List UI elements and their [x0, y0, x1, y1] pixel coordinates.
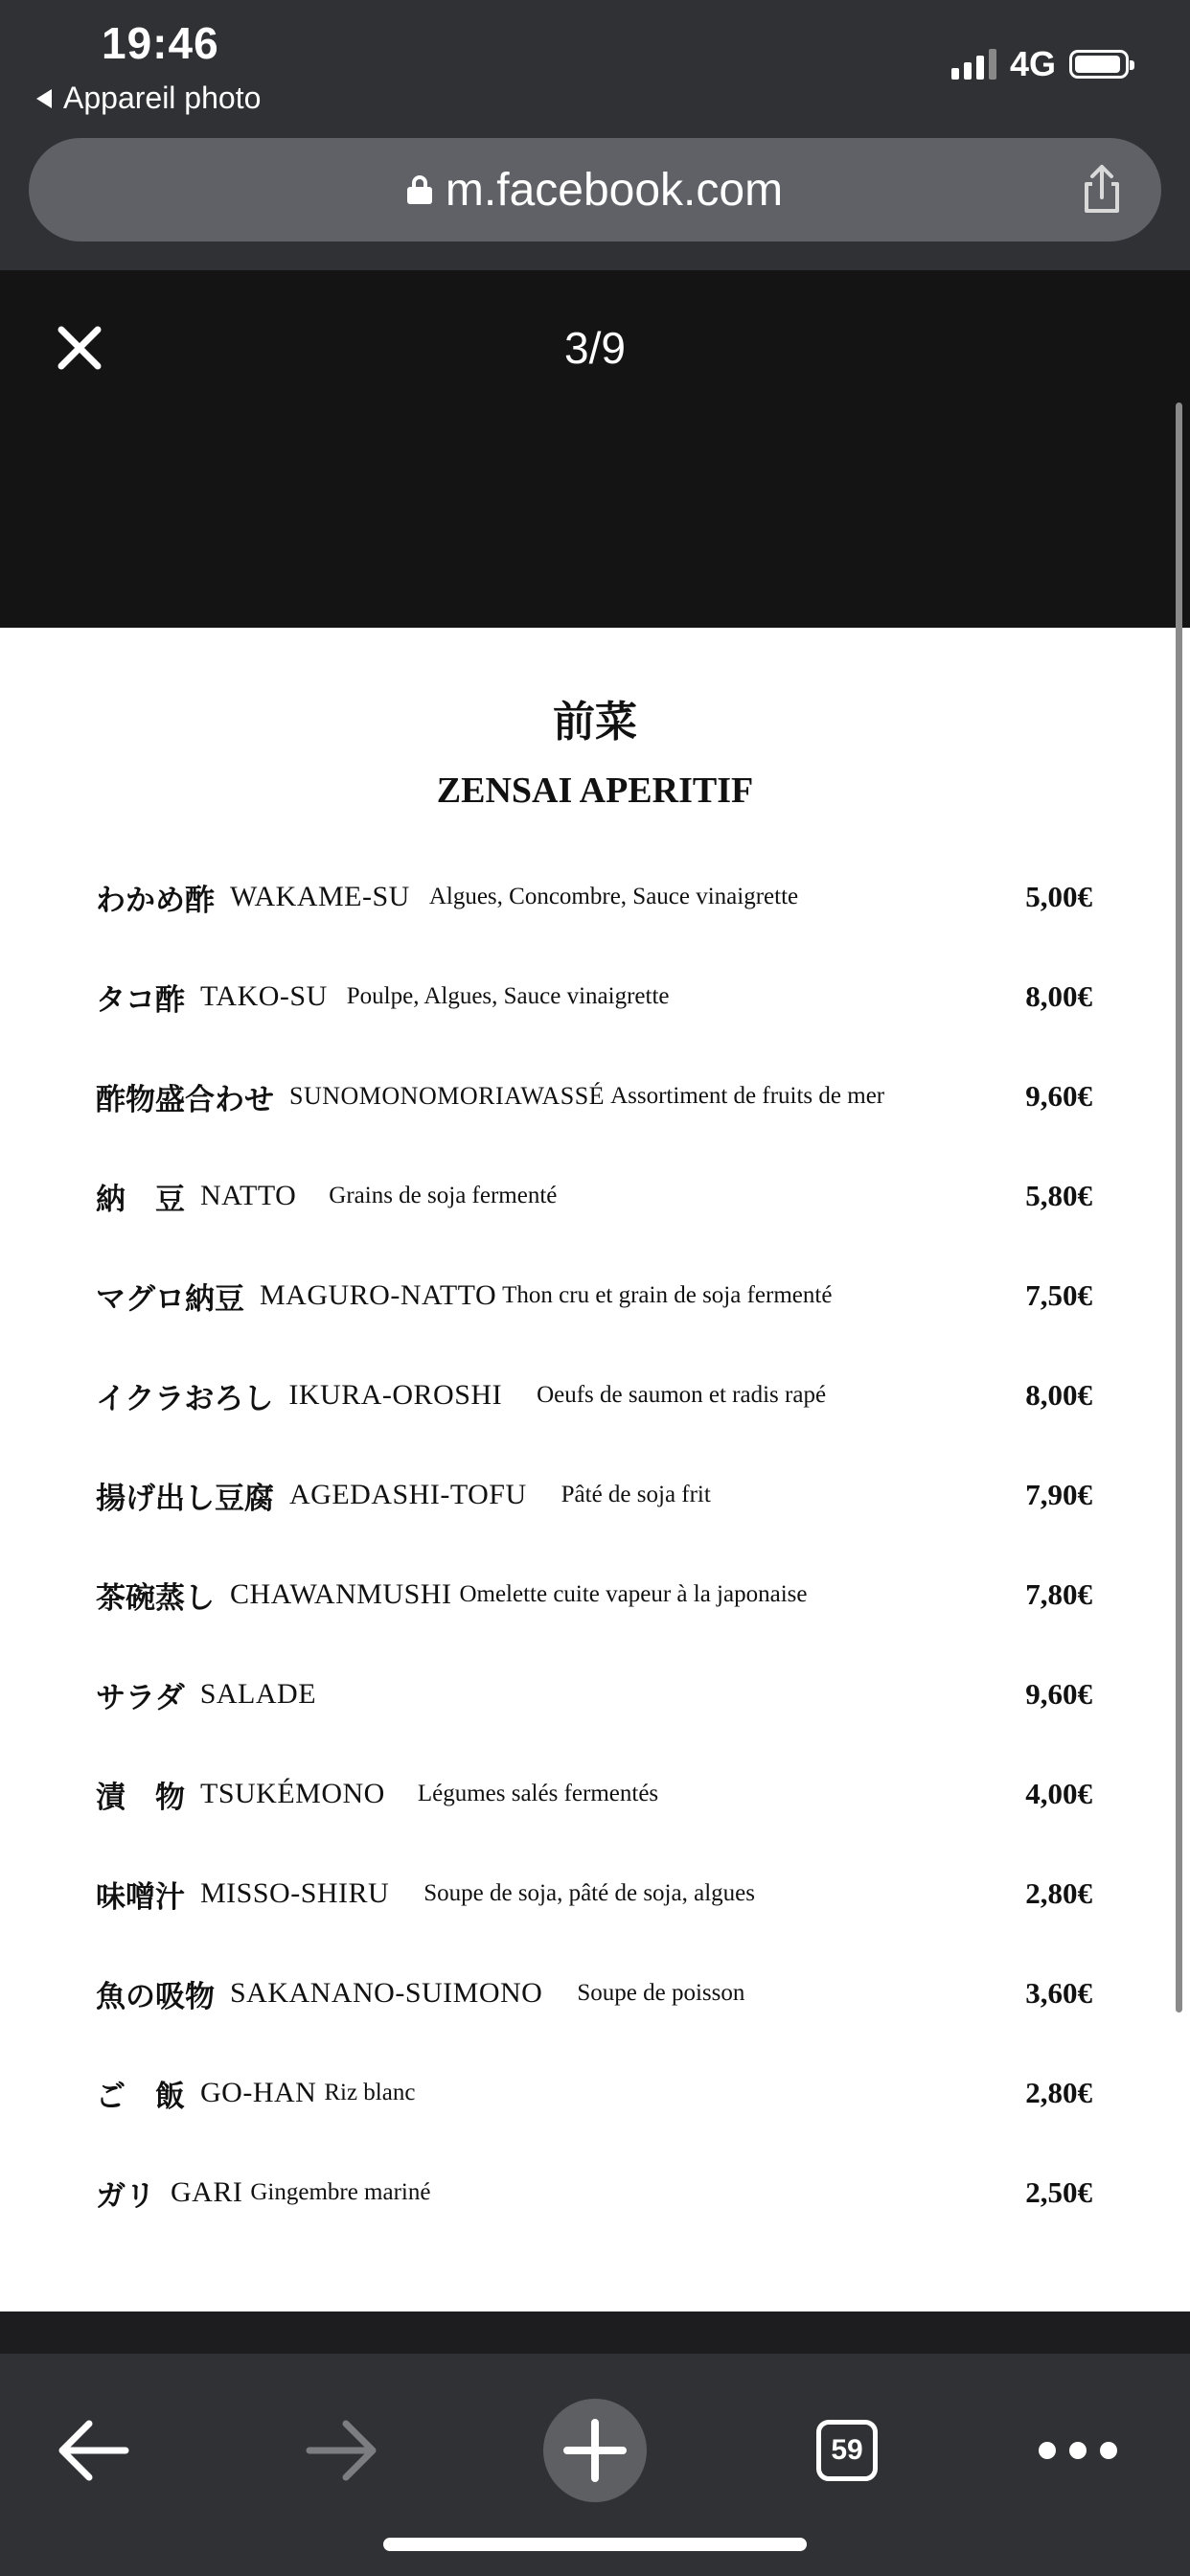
network-type: 4G — [1009, 44, 1056, 83]
menu-item — [96, 2064, 1092, 2122]
back-triangle-icon — [36, 89, 52, 108]
item-name: GARI — [171, 2176, 243, 2208]
item-japanese-name: 味噌汁 — [96, 1879, 185, 1915]
new-tab-button[interactable] — [542, 2398, 648, 2503]
menu-item — [96, 2164, 1092, 2221]
battery-icon — [1069, 50, 1129, 79]
item-description: Soupe de poisson — [577, 1980, 745, 2006]
forward-button[interactable] — [289, 2398, 395, 2503]
signal-strength-icon — [951, 49, 996, 80]
item-name: MISSO-SHIRU — [200, 1877, 390, 1909]
item-name: IKURA-OROSHI — [288, 1379, 503, 1411]
toolbar-divider — [0, 2312, 1190, 2354]
item-price: 7,80€ — [1025, 1577, 1092, 1611]
item-name: TSUKÉMONO — [200, 1778, 385, 1809]
item-description: Assortiment de fruits de mer — [610, 1083, 885, 1109]
item-price: 3,60€ — [1025, 1976, 1092, 2010]
item-japanese-name: マグロ納豆 — [96, 1281, 244, 1317]
item-name: NATTO — [200, 1180, 297, 1211]
menu-photo[interactable] — [0, 628, 1190, 2312]
item-description: Poulpe, Algues, Sauce vinaigrette — [346, 983, 670, 1009]
item-japanese-name: 揚げ出し豆腐 — [96, 1481, 274, 1516]
item-description: Riz blanc — [324, 2080, 416, 2105]
item-description: Légumes salés fermentés — [417, 1781, 659, 1806]
item-japanese-name: わかめ酢 — [96, 883, 215, 918]
tabs-icon — [816, 2420, 878, 2481]
item-description: Soupe de soja, pâté de soja, algues — [423, 1880, 755, 1906]
url-bar[interactable] — [29, 138, 1161, 242]
item-price: 9,60€ — [1025, 1677, 1092, 1711]
photo-viewer-header — [0, 270, 1190, 628]
item-name: SAKANANO-SUIMONO — [230, 1977, 543, 2009]
item-description: Omelette cuite vapeur à la japonaise — [459, 1581, 808, 1607]
item-japanese-name: 納 豆 — [96, 1182, 185, 1217]
status-indicators — [951, 44, 1129, 84]
item-description: Thon cru et grain de soja fermenté — [502, 1282, 833, 1308]
photo-counter: 3/9 — [564, 323, 626, 373]
item-name: TAKO-SU — [200, 980, 328, 1012]
item-japanese-name: 魚の吸物 — [96, 1979, 215, 2014]
item-japanese-name: 酢物盛合わせ — [96, 1082, 274, 1117]
menu-title: ZENSAI APERITIF — [436, 770, 754, 811]
item-price: 8,00€ — [1025, 1378, 1092, 1412]
item-price: 7,90€ — [1025, 1478, 1092, 1511]
item-price: 4,00€ — [1025, 1777, 1092, 1810]
home-indicator[interactable] — [383, 2538, 807, 2551]
status-time: 19:46 — [102, 18, 219, 68]
back-to-app-link[interactable] — [36, 80, 261, 116]
item-price: 2,80€ — [1025, 2076, 1092, 2109]
item-japanese-name: ガリ — [96, 2178, 155, 2214]
item-name: AGEDASHI-TOFU — [289, 1479, 527, 1510]
item-name: MAGURO-NATTO — [260, 1279, 497, 1311]
page-scrollbar[interactable] — [1176, 402, 1182, 2012]
item-price: 8,00€ — [1025, 979, 1092, 1013]
item-japanese-name: 漬 物 — [96, 1780, 185, 1815]
back-button[interactable] — [40, 2398, 146, 2503]
item-japanese-name: タコ酢 — [96, 982, 185, 1018]
share-icon[interactable] — [1075, 163, 1129, 217]
menu-item — [96, 1666, 1092, 1723]
item-price: 5,00€ — [1025, 880, 1092, 913]
menu-item — [96, 1965, 1092, 2022]
more-button[interactable] — [1025, 2398, 1131, 2503]
item-price: 9,60€ — [1025, 1079, 1092, 1113]
item-description: Grains de soja fermenté — [329, 1183, 558, 1208]
item-price: 2,80€ — [1025, 1876, 1092, 1910]
item-japanese-name: サラダ — [96, 1680, 185, 1715]
item-japanese-name: 茶碗蒸し — [96, 1580, 215, 1616]
menu-item — [96, 1267, 1092, 1324]
menu-item — [96, 1068, 1092, 1125]
menu-item — [96, 868, 1092, 926]
browser-chrome-top — [0, 0, 1190, 270]
item-price: 7,50€ — [1025, 1278, 1092, 1312]
menu-item — [96, 1566, 1092, 1623]
item-description: Oeufs de saumon et radis rapé — [537, 1382, 827, 1408]
tab-count: 59 — [831, 2434, 863, 2466]
item-name: WAKAME-SU — [230, 881, 410, 912]
url-text: m.facebook.com — [445, 164, 784, 216]
browser-toolbar — [0, 2312, 1190, 2576]
item-description: Gingembre mariné — [250, 2179, 431, 2205]
menu-item — [96, 968, 1092, 1025]
plus-icon — [561, 2417, 629, 2484]
item-japanese-name: ご 飯 — [96, 2079, 185, 2114]
tabs-button[interactable] — [794, 2398, 900, 2503]
item-price: 2,50€ — [1025, 2175, 1092, 2209]
lock-icon — [407, 175, 432, 204]
item-description: Pâté de soja frit — [561, 1482, 711, 1507]
menu-item — [96, 1466, 1092, 1524]
menu-item — [96, 1765, 1092, 1823]
back-to-app-label: Appareil photo — [63, 80, 262, 115]
menu-item — [96, 1167, 1092, 1225]
item-price: 5,80€ — [1025, 1179, 1092, 1212]
item-name: GO-HAN — [200, 2077, 317, 2108]
item-name: SUNOMONOMORIAWASSÉ — [289, 1082, 606, 1110]
more-dots-icon — [1038, 2441, 1118, 2460]
item-name: SALADE — [199, 1678, 317, 1710]
item-description: Algues, Concombre, Sauce vinaigrette — [428, 884, 799, 909]
menu-title-japanese: 前菜 — [553, 698, 637, 747]
item-name: CHAWANMUSHI — [230, 1578, 452, 1610]
menu-item — [96, 1865, 1092, 1922]
arrow-left-icon — [55, 2417, 131, 2484]
menu-item — [96, 1367, 1092, 1424]
item-japanese-name: イクラおろし — [96, 1381, 274, 1416]
arrow-right-icon — [304, 2417, 380, 2484]
